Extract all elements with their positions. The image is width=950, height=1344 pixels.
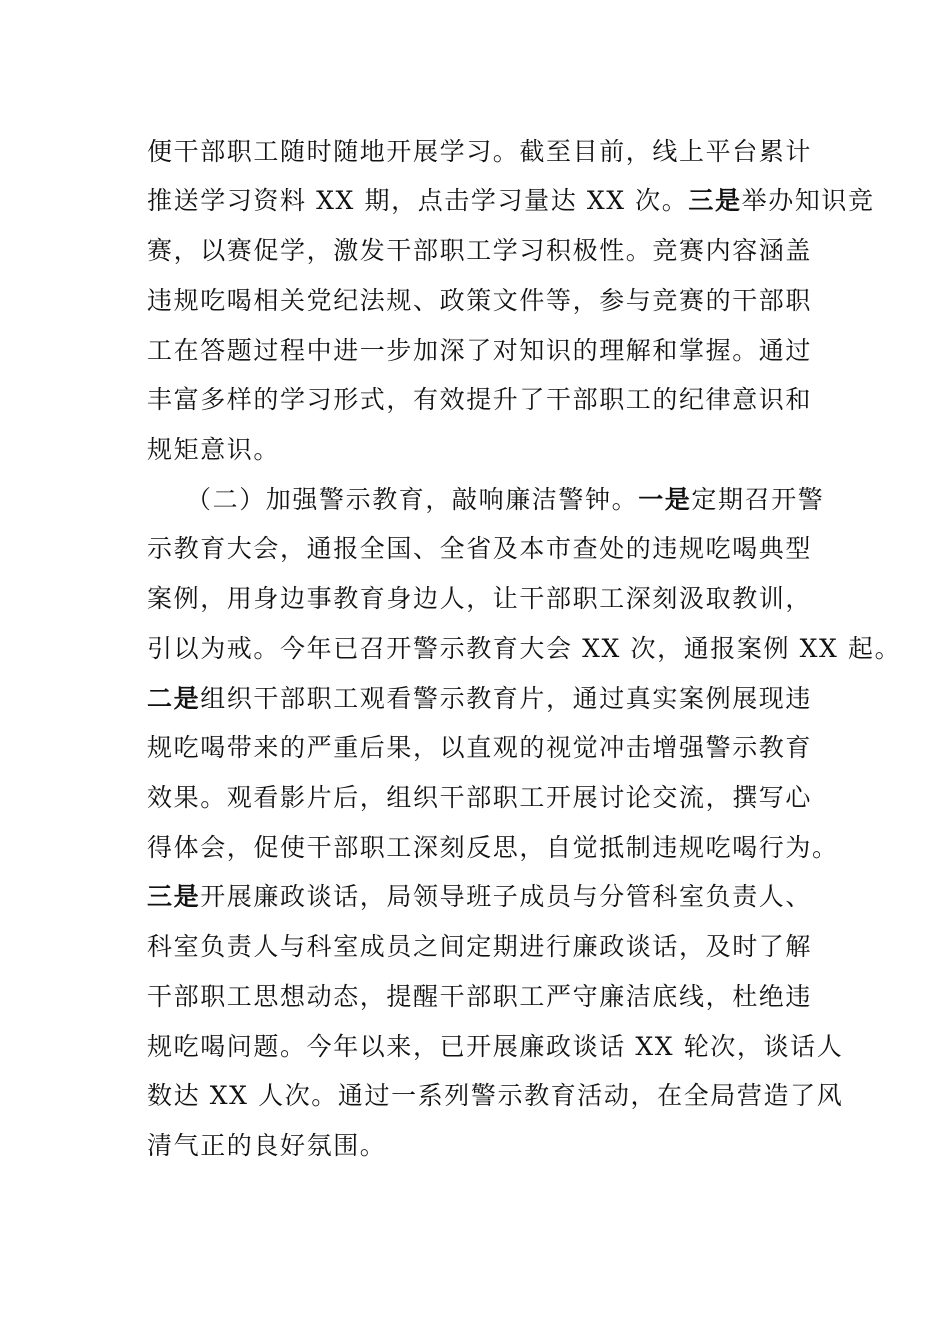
- text-line: [147, 435, 280, 465]
- text-line: [147, 634, 901, 664]
- ordinal-label-third: 三是: [688, 186, 742, 215]
- text-line: [147, 1032, 843, 1062]
- line-text: 规吃喝带来的严重后果，以直观的视觉冲击增强警示教育: [147, 733, 813, 762]
- ordinal-label-first: 一是: [638, 485, 692, 514]
- line-text: 示教育大会，通报全国、全省及本市查处的违规吃喝典型: [147, 534, 813, 563]
- line-text: 规矩意识。: [147, 435, 281, 464]
- text-line: [147, 733, 812, 763]
- line-text: 案例，用身边事教育身边人，让干部职工深刻汲取教训，: [147, 584, 813, 613]
- text-line: [147, 833, 839, 863]
- line-text: 效果。观看影片后，组织干部职工开展讨论交流，撰写心: [147, 783, 813, 812]
- line-text: 科室负责人与科室成员之间定期进行廉政谈话，及时了解: [147, 932, 813, 961]
- text-line: [147, 882, 812, 912]
- text-line: [147, 783, 812, 813]
- text-line: [147, 1081, 843, 1111]
- line-text: 丰富多样的学习形式，有效提升了干部职工的纪律意识和: [147, 385, 813, 414]
- line-text: 引以为戒。今年已召开警示教育大会 XX 次，通报案例 XX 起。: [147, 634, 902, 663]
- line-text: 组织干部职工观看警示教育片，通过真实案例展现违: [200, 684, 813, 713]
- line-text: 违规吃喝相关党纪法规、政策文件等，参与竞赛的干部职: [147, 286, 813, 315]
- text-line: [147, 932, 812, 962]
- line-text: 干部职工思想动态，提醒干部职工严守廉洁底线，杜绝违: [147, 982, 813, 1011]
- text-line: [147, 1131, 386, 1161]
- text-line: [147, 186, 875, 216]
- ordinal-label-second: 二是: [147, 684, 201, 713]
- text-line: [147, 584, 812, 614]
- ordinal-label-third: 三是: [147, 882, 201, 911]
- text-line: [147, 534, 812, 564]
- text-line: [147, 137, 812, 167]
- line-text: 定期召开警: [691, 485, 825, 514]
- text-line: [147, 336, 812, 366]
- text-line: [147, 385, 812, 415]
- line-text: 推送学习资料 XX 期，点击学习量达 XX 次。: [147, 186, 689, 215]
- text-line: [147, 286, 812, 316]
- line-text: 规吃喝问题。今年以来，已开展廉政谈话 XX 轮次，谈话人: [147, 1032, 844, 1061]
- line-text: 举办知识竞: [741, 186, 875, 215]
- text-line: [147, 236, 812, 266]
- line-text: 便干部职工随时随地开展学习。截至目前，线上平台累计: [147, 137, 813, 166]
- line-text: 赛，以赛促学，激发干部职工学习积极性。竞赛内容涵盖: [147, 236, 813, 265]
- section-heading: （二）加强警示教育，敲响廉洁警钟。: [186, 485, 639, 514]
- line-text: 清气正的良好氛围。: [147, 1131, 387, 1160]
- line-text: 工在答题过程中进一步加深了对知识的理解和掌握。通过: [147, 336, 813, 365]
- line-text: 开展廉政谈话，局领导班子成员与分管科室负责人、: [200, 882, 813, 911]
- line-text: 数达 XX 人次。通过一系列警示教育活动，在全局营造了风: [147, 1081, 844, 1110]
- text-line: [147, 684, 812, 714]
- line-text: 得体会，促使干部职工深刻反思，自觉抵制违规吃喝行为。: [147, 833, 839, 862]
- text-line: [147, 982, 812, 1012]
- text-line: [186, 485, 824, 515]
